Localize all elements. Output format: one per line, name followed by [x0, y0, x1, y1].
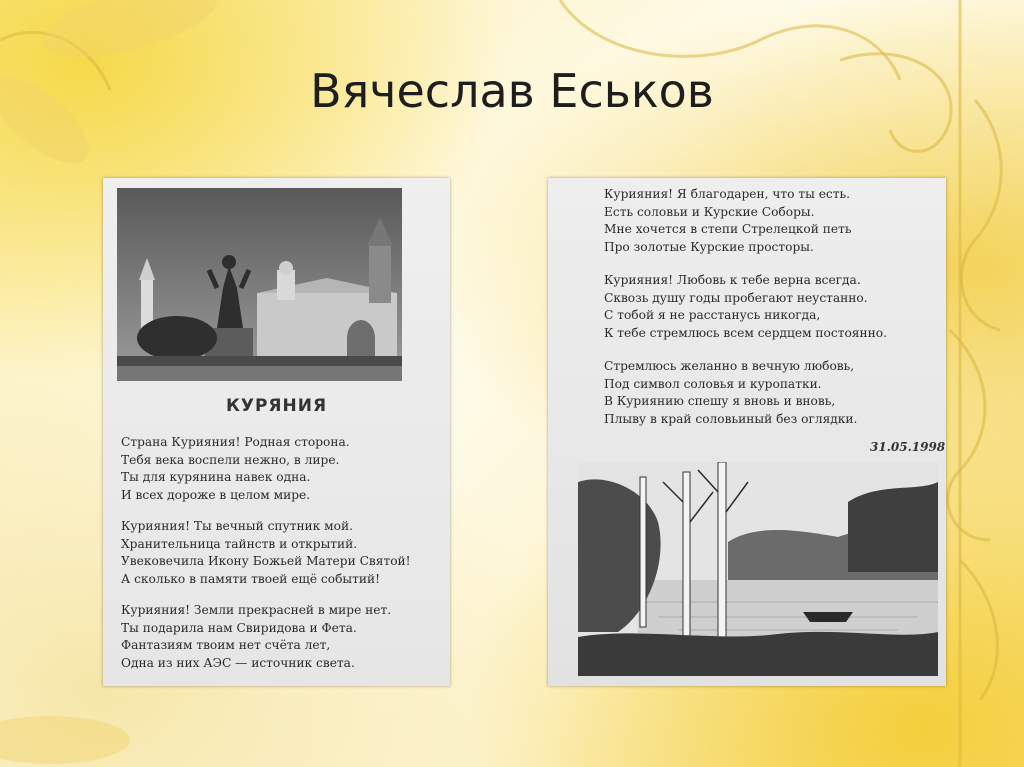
- poem-line: Одна из них АЭС — источник света.: [121, 655, 355, 670]
- poem-line: Тебя века воспели нежно, в лире.: [121, 452, 340, 467]
- poem-line: Про золотые Курские просторы.: [604, 239, 814, 254]
- poem-line: И всех дороже в целом мире.: [121, 487, 311, 502]
- poem-line: В Куриянию спешу я вновь и вновь,: [604, 394, 836, 408]
- poem-line: К тебе стремлюсь всем сердцем постоянно.: [604, 325, 887, 340]
- birch-lake-landscape-illustration: [578, 462, 938, 676]
- book-page-left: [103, 178, 450, 686]
- poem-line: Страна Курияния! Родная сторона.: [121, 435, 350, 449]
- poem-line: Курияния! Я благодарен, что ты есть.: [604, 187, 850, 201]
- poem-line: Мне хочется в степи Стрелецкой петь: [604, 222, 852, 236]
- poem-line: Курияния! Любовь к тебе верна всегда.: [604, 273, 861, 287]
- stanza-left-1: [121, 434, 350, 504]
- poem-line: С тобой я не расстанусь никогда,: [604, 308, 821, 322]
- poem-line: Увековечила Икону Божьей Матери Святой!: [121, 554, 411, 568]
- poem-line: Под символ соловья и куропатки.: [604, 376, 822, 391]
- poem-date: 31.05.1998: [870, 440, 946, 454]
- stanza-left-2: [121, 518, 411, 588]
- stanza-right-2: [604, 272, 887, 342]
- poem-title: КУРЯНИЯ: [225, 396, 328, 416]
- poem-line: Хранительница тайнств и открытий.: [121, 536, 358, 551]
- book-page-right: [548, 178, 946, 686]
- poem-line: А сколько в памяти твоей ещё событий!: [121, 571, 380, 586]
- poem-line: Ты для курянина навек одна.: [121, 470, 311, 484]
- poem-line: Плыву в край соловьиный без оглядки.: [604, 411, 858, 426]
- slide-title: Вячеслав Еськов: [310, 64, 714, 118]
- poem-line: Фантазиям твоим нет счёта лет,: [121, 638, 331, 652]
- monument-church-photo: [117, 188, 402, 381]
- poem-line: Ты подарила нам Свиридова и Фета.: [121, 620, 357, 635]
- stanza-right-3: [604, 358, 857, 428]
- poem-line: Сквозь душу годы пробегают неустанно.: [604, 290, 868, 305]
- poem-line: Курияния! Ты вечный спутник мой.: [121, 519, 353, 533]
- poem-line: Курияния! Земли прекрасней в мире нет.: [121, 603, 392, 617]
- poem-line: Стремлюсь желанно в вечную любовь,: [604, 359, 855, 373]
- stanza-left-3: [121, 602, 391, 672]
- poem-line: Есть соловьи и Курские Соборы.: [604, 204, 815, 219]
- stanza-right-1: [604, 186, 851, 256]
